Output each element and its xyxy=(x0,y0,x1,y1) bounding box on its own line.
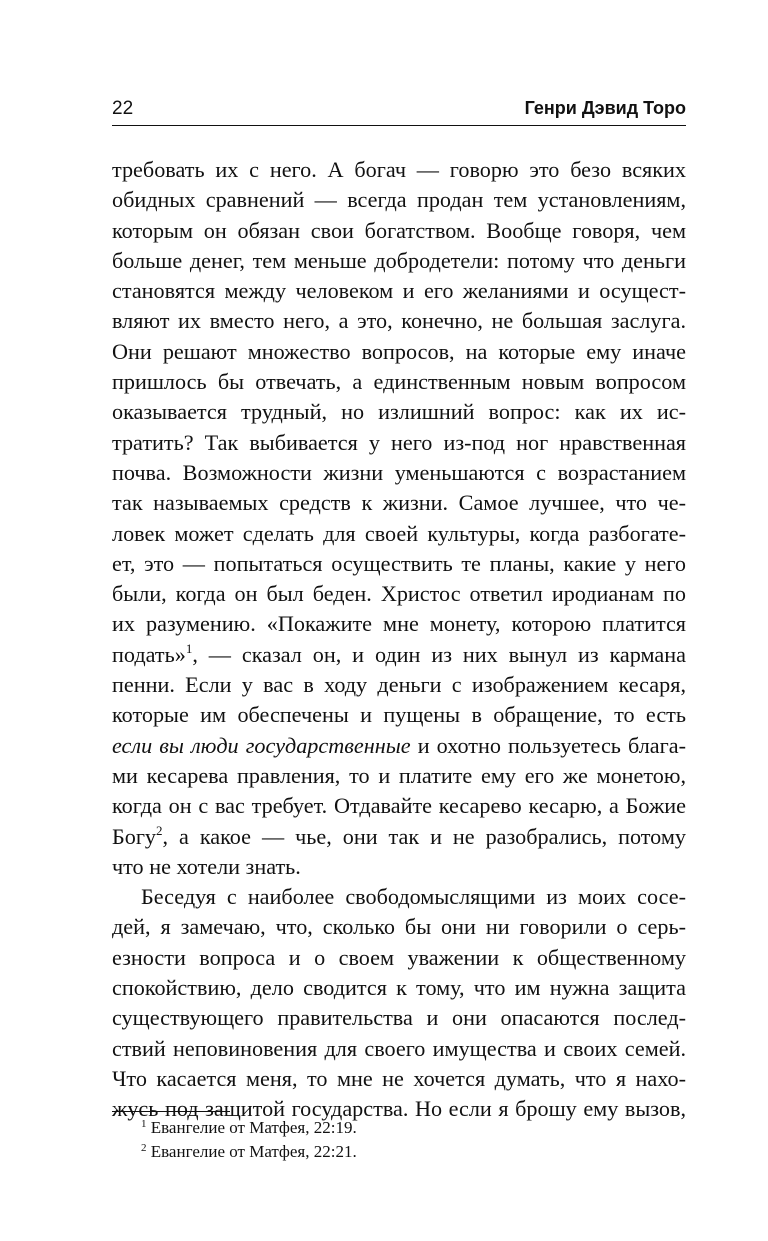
text-line: ловек может сделать для своей культуры, когда разбогате- xyxy=(112,520,686,546)
footnote-text: Евангелие от Матфея, 22:19. xyxy=(146,1118,357,1137)
text-line: больше денег, тем меньше добродетели: потому что деньги xyxy=(112,247,686,273)
text-line: дей, я замечаю, что, сколько бы они ни говорили о серь- xyxy=(112,914,686,940)
footnote-mark: 2 xyxy=(141,1142,147,1154)
paragraph-2 xyxy=(112,882,686,1124)
running-title: Генри Дэвид Торо xyxy=(524,98,686,118)
footnote-rule xyxy=(112,1111,230,1112)
text-line: Что касается меня, то мне не хочется думать, что я нахо- xyxy=(112,1065,686,1091)
text-line: Беседуя с наиболее свободомыслящими из моих сосе- xyxy=(141,884,686,910)
text-segment: , а какое — чье, они так и не разобрались, потому xyxy=(162,823,686,849)
header-rule xyxy=(112,125,686,126)
text-line xyxy=(112,822,686,852)
text-line: которым он обязан свои богатством. Вообще говоря, чем xyxy=(112,217,686,243)
text-line: обидных сравнений — всегда продан тем установлениям, xyxy=(112,187,686,213)
running-header xyxy=(112,98,686,124)
text-segment: , — сказал он, и один из них вынул из кармана xyxy=(192,641,686,667)
text-line: были, когда он был беден. Христос ответил иродианам по xyxy=(112,581,686,607)
text-line: Они решают множество вопросов, на которые ему иначе xyxy=(112,338,686,364)
text-line xyxy=(112,731,686,761)
text-line: пришлось бы отвечать, а единственным новым вопросом xyxy=(112,369,686,395)
text-line: что не хотели знать. xyxy=(112,853,301,879)
text-line xyxy=(112,640,686,670)
text-segment: и охотно пользуетесь блага- xyxy=(410,732,686,758)
text-line: пенни. Если у вас в ходу деньги с изображением кесаря, xyxy=(112,672,686,698)
page-number: 22 xyxy=(112,98,134,119)
text-line: ет, это — попытаться осуществить те планы, какие у него xyxy=(112,550,686,576)
text-line: их разумению. «Покажите мне монету, которою платится xyxy=(112,611,686,637)
text-line: требовать их с него. А богач — говорю это безо всяких xyxy=(112,157,686,182)
text-segment: Богу xyxy=(112,823,157,849)
text-line: жусь под защитой государства. Но если я брошу ему вызов, xyxy=(112,1096,686,1122)
footnotes xyxy=(141,1116,357,1164)
text-line: становятся между человеком и его желаниями и осущест- xyxy=(112,278,686,304)
text-line: существующего правительства и они опасаются послед- xyxy=(112,1005,686,1031)
text-line: ствий неповиновения для своего имущества и своих семей. xyxy=(112,1035,686,1061)
text-line: почва. Возможности жизни уменьшаются с возрастанием xyxy=(112,459,686,485)
footnote-ref-2: 2 xyxy=(156,822,163,838)
text-line: оказывается трудный, но излишний вопрос: как их ис- xyxy=(112,399,686,425)
text-line: так называемых средств к жизни. Самое лучшее, что че- xyxy=(112,490,686,516)
footnote-text: Евангелие от Матфея, 22:21. xyxy=(146,1142,357,1161)
footnote-ref-1: 1 xyxy=(185,640,193,656)
text-line: езности вопроса и о своем уважении к общественному xyxy=(112,944,686,970)
text-segment: подать» xyxy=(112,641,186,667)
main-text xyxy=(112,155,686,1125)
footnote-2 xyxy=(141,1140,357,1164)
text-line: ми кесарева правления, то и платите ему его же монетою, xyxy=(112,762,686,788)
italic-phrase: если вы люди государственные xyxy=(112,732,411,758)
footnote-1 xyxy=(141,1116,357,1140)
text-line: вляют их вместо него, а это, конечно, не большая заслуга. xyxy=(112,308,686,334)
text-line: спокойствию, дело сводится к тому, что им нужна защита xyxy=(112,975,686,1001)
text-line: тратить? Так выбивается у него из-под ног нравственная xyxy=(112,429,686,455)
footnote-mark: 1 xyxy=(141,1118,147,1130)
text-line: которые им обеспечены и пущены в обращение, то есть xyxy=(112,702,686,728)
text-line: когда он с вас требует. Отдавайте кесарево кесарю, а Божие xyxy=(112,793,686,819)
paragraph-1 xyxy=(112,155,686,882)
